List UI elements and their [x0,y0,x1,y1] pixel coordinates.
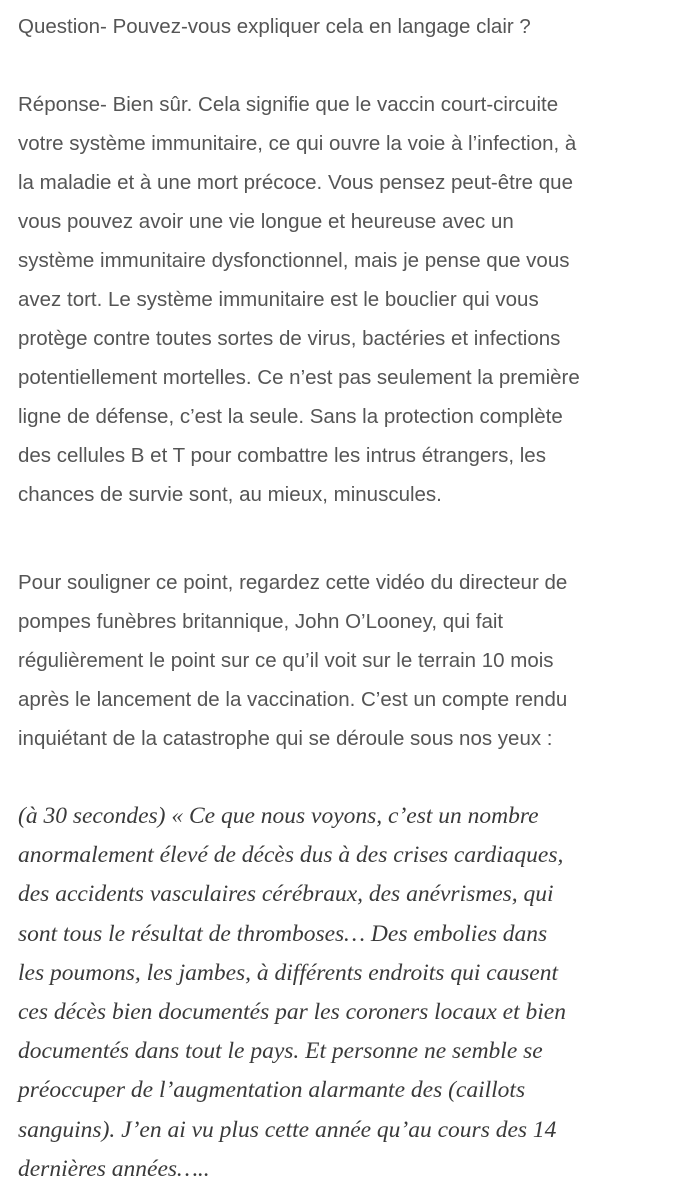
answer-paragraph: Réponse- Bien sûr. Cela signifie que le vaccin court-circuite votre système immunitaire, ce qui ouvre la voie à l’infection, à la maladie et à une mort précoce. Vous pensez peut-être que vous pouvez avoir une vie longue et heureuse avec un système immunitaire dysfonctionnel, mais je pense que vous avez tort. Le système immunitaire est le bouclier qui vous protège contre toutes sortes de virus, bactéries et infections potentiellement mortelles. Ce n’est pas seulement la première ligne de défense, c’est la seule. Sans la protection complète des cellules B et T pour combattre les intrus étrangers, les chances de survie sont, au mieux, minuscules. [18,93,580,506]
question-paragraph: Question- Pouvez-vous expliquer cela en langage clair ? [18,15,531,38]
video-paragraph: Pour souligner ce point, regardez cette vidéo du directeur de pompes funèbres britannique, John O’Looney, qui fait régulièrement le point sur ce qu’il voit sur le terrain 10 mois après le lancement de la vaccination. C’est un compte rendu inquiétant de la catastrophe qui se déroule sous nos yeux : [18,571,568,750]
quote-paragraph: (à 30 secondes) « Ce que nous voyons, c’est un nombre anormalement élevé de décès dus à des crises cardiaques, des accidents vasculaires cérébraux, des anévrismes, qui sont tous le résultat de thromboses… Des embolies dans les poumons, les jambes, à différents endroits qui causent ces décès bien documentés par les coroners locaux et bien documentés dans tout le pays. Et personne ne semble se préoccuper de l’augmentation alarmante des (caillots sanguins). J’en ai vu plus cette année qu’au cours des 14 dernières années….. [18,803,566,1182]
